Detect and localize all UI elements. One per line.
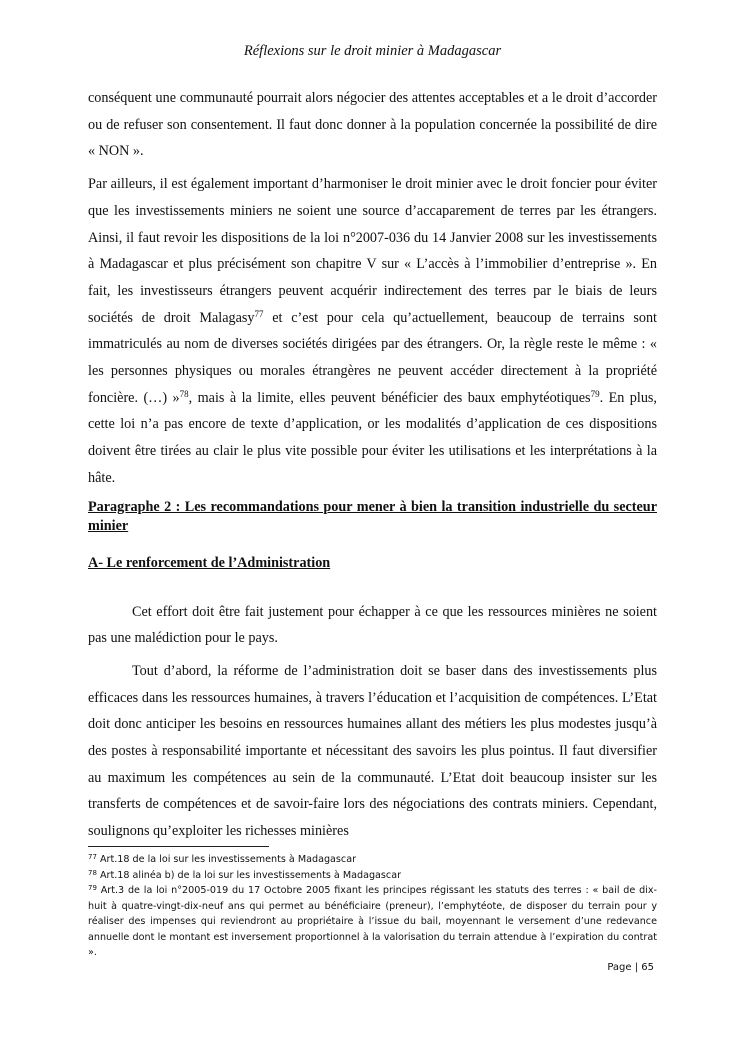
footnotes bbox=[88, 852, 657, 961]
footnote-78 bbox=[88, 868, 657, 884]
text-segment: . En plus, cette loi n’a pas encore de texte d’application, or les modalités d’application de ces dispositions doivent être tirées au clair le plus vite possible pour éviter les utilisations et les interprétations à la hâte. bbox=[88, 389, 657, 486]
text-segment: et c’est pour cela qu’actuellement, beaucoup de terrains sont immatriculés au nom de diverses sociétés dirigées par des étrangers. Or, la règle reste le même : « les personnes physiques ou morales étrangères ne peuvent accéder directement à la propriété foncière. (…) » bbox=[88, 309, 657, 406]
footnote-77 bbox=[88, 852, 657, 868]
footnote-number: 79 bbox=[88, 884, 97, 892]
footnote-text: Art.18 alinéa b) de la loi sur les investissements à Madagascar bbox=[96, 869, 402, 881]
paragraph-reform: Tout d’abord, la réforme de l’administration doit se baser dans des investissements plus efficaces dans les ressources humaines, à travers l’éducation et l’acquisition de compétences. L’Etat doit donc anticiper les besoins en ressources humaines allant des métiers les plus modestes jusqu’à des postes à responsabilité importante et nécessitant des savoirs les plus pointus. Il faut diversifier au maximum les compétences au sein de la communauté. L’Etat doit beaucoup insister sur les transferts de compétences et de savoir-faire lors des négociations des contrats miniers. Cependant, soulignons qu’exploiter les richesses minières bbox=[88, 662, 657, 840]
paragraph-effort: Cet effort doit être fait justement pour échapper à ce que les ressources minières ne soient pas une malédiction pour le pays. bbox=[88, 603, 657, 647]
section-heading: Paragraphe 2 : Les recommandations pour mener à bien la transition industrielle du secteur minier bbox=[88, 498, 657, 534]
footnote-ref-78[interactable]: 78 bbox=[179, 388, 189, 399]
footnote-text: Art.3 de la loi n°2005-019 du 17 Octobre 2005 fixant les principes régissant les statuts des terres : « bail de dix-huit à quatre-vingt-dix-neuf ans qui permet au bénéficiaire (preneur), l’emphytéote, de disposer du terrain pour y réaliser des impenses qui reviendront au propriétaire à l’issue du bail, moyennant le versement d’une redevance annuelle dont le montant est inversement proportionnel à la valorisation du terrain attendue à l’expiration du contrat ». bbox=[88, 885, 657, 958]
body-text bbox=[88, 85, 657, 851]
running-header: Réflexions sur le droit minier à Madagascar bbox=[243, 43, 502, 59]
footnote-number: 77 bbox=[88, 853, 97, 861]
footnote-number: 78 bbox=[88, 868, 97, 877]
text-segment: Par ailleurs, il est également important d’harmoniser le droit minier avec le droit foncier pour éviter que les investissements miniers ne soient une source d’accaparement de terres par les étrangers. Ainsi, il faut revoir les dispositions de la loi n°2007-036 du 14 Janvier 2008 sur les investissements à Madagascar et plus précisément son chapitre V sur « L’accès à l’immobilier d’entreprise ». En fait, les investisseurs étrangers peuvent acquérir indirectement des terres par le biais de leurs sociétés de droit Malagasy bbox=[88, 176, 657, 326]
subsection-heading: A- Le renforcement de l’Administration bbox=[88, 554, 331, 571]
footnote-ref-77[interactable]: 77 bbox=[254, 308, 264, 319]
paragraph-consent: conséquent une communauté pourrait alors négocier des attentes acceptables et a le droit d’accorder ou de refuser son consentement. Il faut donc donner à la population concernée la possibilité de dire « NON ». bbox=[88, 90, 657, 160]
paragraph-land-law bbox=[88, 171, 657, 491]
footnote-79 bbox=[88, 883, 657, 961]
footnote-separator bbox=[88, 846, 269, 847]
footnote-ref-79[interactable]: 79 bbox=[590, 388, 600, 399]
footnote-text: Art.18 de la loi sur les investissements à Madagascar bbox=[96, 854, 357, 865]
text-segment: , mais à la limite, elles peuvent bénéficier des baux emphytéotiques bbox=[188, 389, 591, 406]
page-number: Page | 65 bbox=[607, 962, 654, 973]
